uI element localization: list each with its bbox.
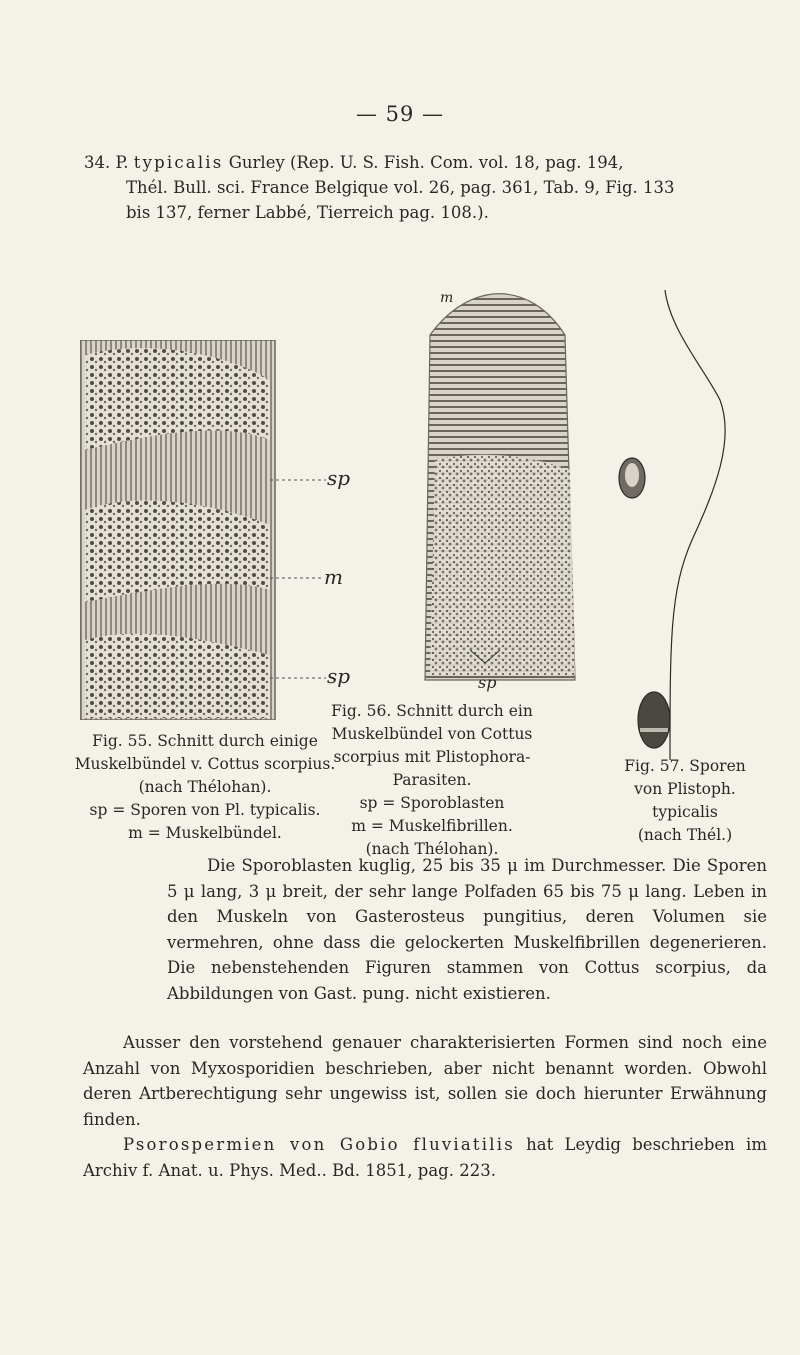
figure-57-illustration: [610, 290, 800, 760]
fig55-label-sp-bottom: sp: [327, 664, 351, 688]
polar-filament: [665, 290, 725, 760]
caption-line: m = Muskelbündel.: [128, 824, 282, 842]
caption-line: (nach Thélohan).: [138, 778, 272, 796]
caption-line: (nach Thélohan).: [365, 840, 499, 858]
caption-line: Muskelbündel v. Cottus scorpius.: [74, 755, 336, 773]
species-prefix: P.: [115, 153, 129, 172]
caption-line: Fig. 56. Schnitt durch ein: [331, 702, 533, 720]
entry-line2: Thél. Bull. sci. France Belgique vol. 26, pag. 361, Tab. 9, Fig. 133: [126, 178, 675, 197]
figure-56-illustration: [410, 280, 590, 700]
caption-line: von Plistoph.: [634, 780, 736, 798]
fig56-label-sp: sp: [478, 673, 497, 692]
paragraph-myxosporidien: Ausser den vorstehend genauer charakterisierten Formen sind noch eine Anzahl von Myxosporidien beschrieben, aber nicht benannt worden. Obwohl deren Artberechtigung sehr ungewiss ist, sollen sie doch hierunter Erwähnung finden.: [83, 1033, 767, 1129]
fig56-label-m: m: [440, 290, 454, 306]
fig55-label-sp-top: sp: [327, 466, 351, 490]
caption-line: scorpius mit Plistophora-: [333, 748, 531, 766]
caption-line: Fig. 57. Sporen: [624, 757, 746, 775]
fig55-label-m: m: [324, 565, 343, 589]
entry-number: 34.: [84, 153, 111, 172]
fig57-caption: [600, 755, 770, 847]
figure-55-illustration: [80, 340, 355, 720]
fig56-caption: [322, 700, 542, 861]
caption-line: m = Muskelfibrillen.: [351, 817, 513, 835]
page-number: — 59 —: [355, 102, 445, 126]
paragraph-psorospermien: [83, 1132, 767, 1183]
caption-line: Parasiten.: [392, 771, 472, 789]
spore-lower: [638, 692, 670, 748]
fig55-caption: [70, 730, 340, 845]
caption-line: sp = Sporoblasten: [359, 794, 505, 812]
caption-line: typicalis: [652, 803, 718, 821]
paragraph-sporoblasten: Die Sporoblasten kuglig, 25 bis 35 μ im Durchmesser. Die Sporen 5 μ lang, 3 μ breit, der sehr lange Polfaden 65 bis 75 μ lang. Leben in den Muskeln von Gasterosteus pungitius, deren Volumen sie vermehren, ohne dass die gelockerten Muskelfibrillen degenerieren. Die nebenstehenden Figuren stammen von Cottus scorpius, da Abbildungen von Gast. pung. nicht existieren.: [167, 856, 767, 1003]
entry-line1-rest: Gurley (Rep. U. S. Fish. Com. vol. 18, pag. 194,: [228, 153, 624, 172]
entry-34: [84, 150, 764, 225]
entry-line3: bis 137, ferner Labbé, Tierreich pag. 108.).: [126, 203, 489, 222]
species-name: typicalis: [133, 153, 224, 172]
caption-line: Muskelbündel von Cottus: [331, 725, 533, 743]
caption-line: Fig. 55. Schnitt durch einige: [92, 732, 318, 750]
caption-line: (nach Thél.): [637, 826, 733, 844]
psorospermien-text: hat Leydig beschrieben im Archiv f. Anat. u. Phys. Med.. Bd. 1851, pag. 223.: [83, 1135, 767, 1180]
caption-line: sp = Sporen von Pl. typicalis.: [89, 801, 321, 819]
psorospermien-name: Psorospermien von Gobio fluviatilis: [123, 1135, 515, 1154]
